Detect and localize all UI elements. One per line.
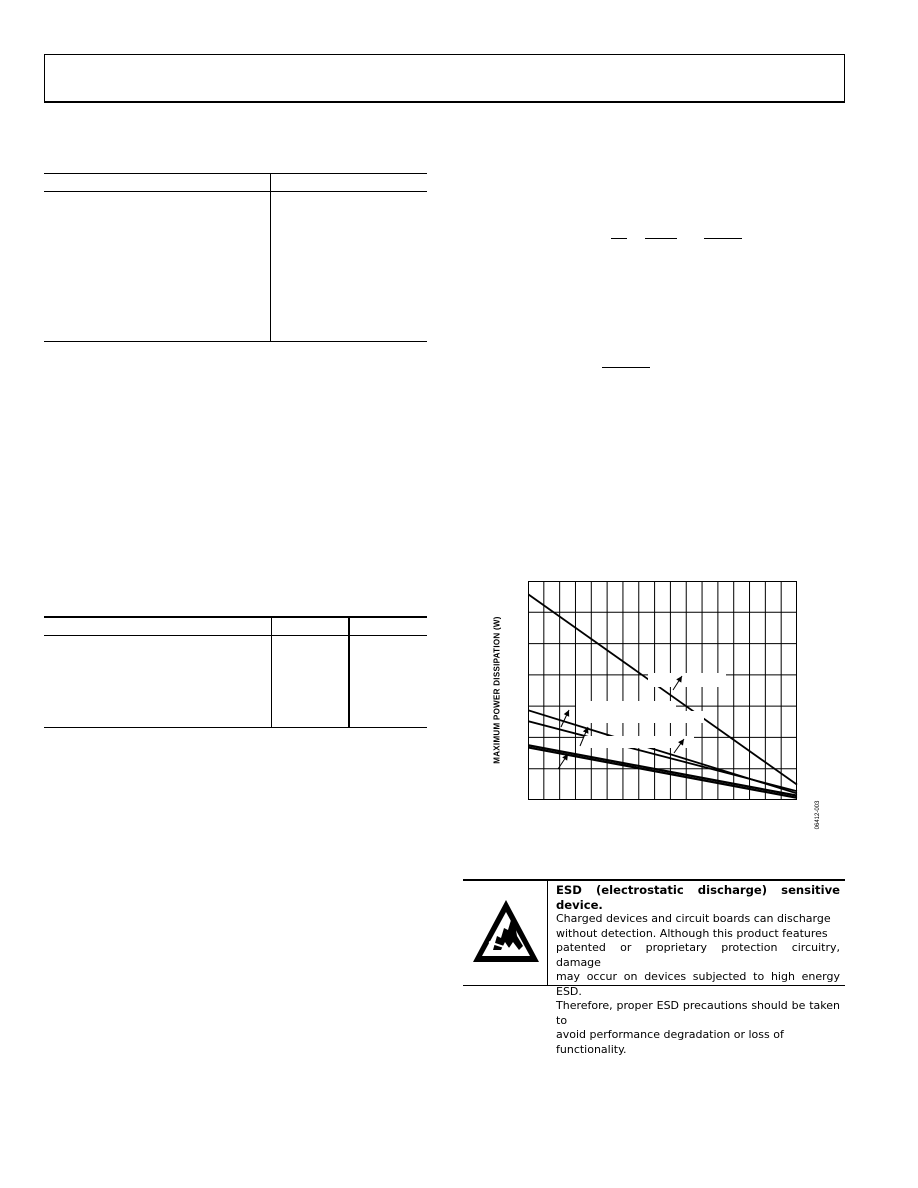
- label-box: [584, 711, 704, 723]
- series-line-4: [528, 745, 797, 795]
- fraction-bar: [602, 367, 650, 368]
- table-2-bottom-rule: [44, 727, 427, 728]
- table-2-top-rule: [44, 616, 427, 618]
- table-2-header-rule: [44, 635, 427, 636]
- esd-line: avoid performance degradation or loss of functionality.: [556, 1028, 784, 1056]
- gap: [586, 771, 626, 789]
- esd-line: Charged devices and circuit boards can discharge: [556, 912, 831, 925]
- power-dissipation-chart: [528, 581, 798, 801]
- esd-divider: [547, 880, 548, 986]
- label-box: [576, 701, 676, 711]
- esd-top-rule: [463, 879, 845, 881]
- table-1-column-divider: [270, 173, 271, 342]
- esd-line: patented or proprietary protection circuitry, damage: [556, 941, 840, 969]
- esd-line: Therefore, proper ESD precautions should be taken to: [556, 999, 840, 1027]
- table-2-column-divider-1: [271, 616, 272, 728]
- label-box: [648, 673, 726, 687]
- table-1-bottom-rule: [44, 341, 427, 342]
- esd-line: without detection. Although this product features: [556, 926, 828, 940]
- chart-series: [528, 594, 797, 798]
- fraction-bar: [611, 238, 627, 239]
- fraction-bar: [704, 238, 742, 239]
- chart-annotations: [558, 673, 726, 789]
- page-header-frame: [44, 54, 845, 103]
- table-1-top-rule: [44, 173, 427, 174]
- esd-warning-icon: [471, 898, 541, 964]
- esd-line: may occur on devices subjected to high energy ESD.: [556, 970, 840, 998]
- label-box: [584, 736, 694, 748]
- esd-title: ESD (electrostatic discharge) sensitive device.: [556, 883, 840, 912]
- fraction-bar: [645, 238, 677, 239]
- table-1-header-rule: [44, 191, 427, 192]
- esd-warning-text: [556, 883, 840, 1057]
- table-2-column-divider-2: [348, 616, 350, 728]
